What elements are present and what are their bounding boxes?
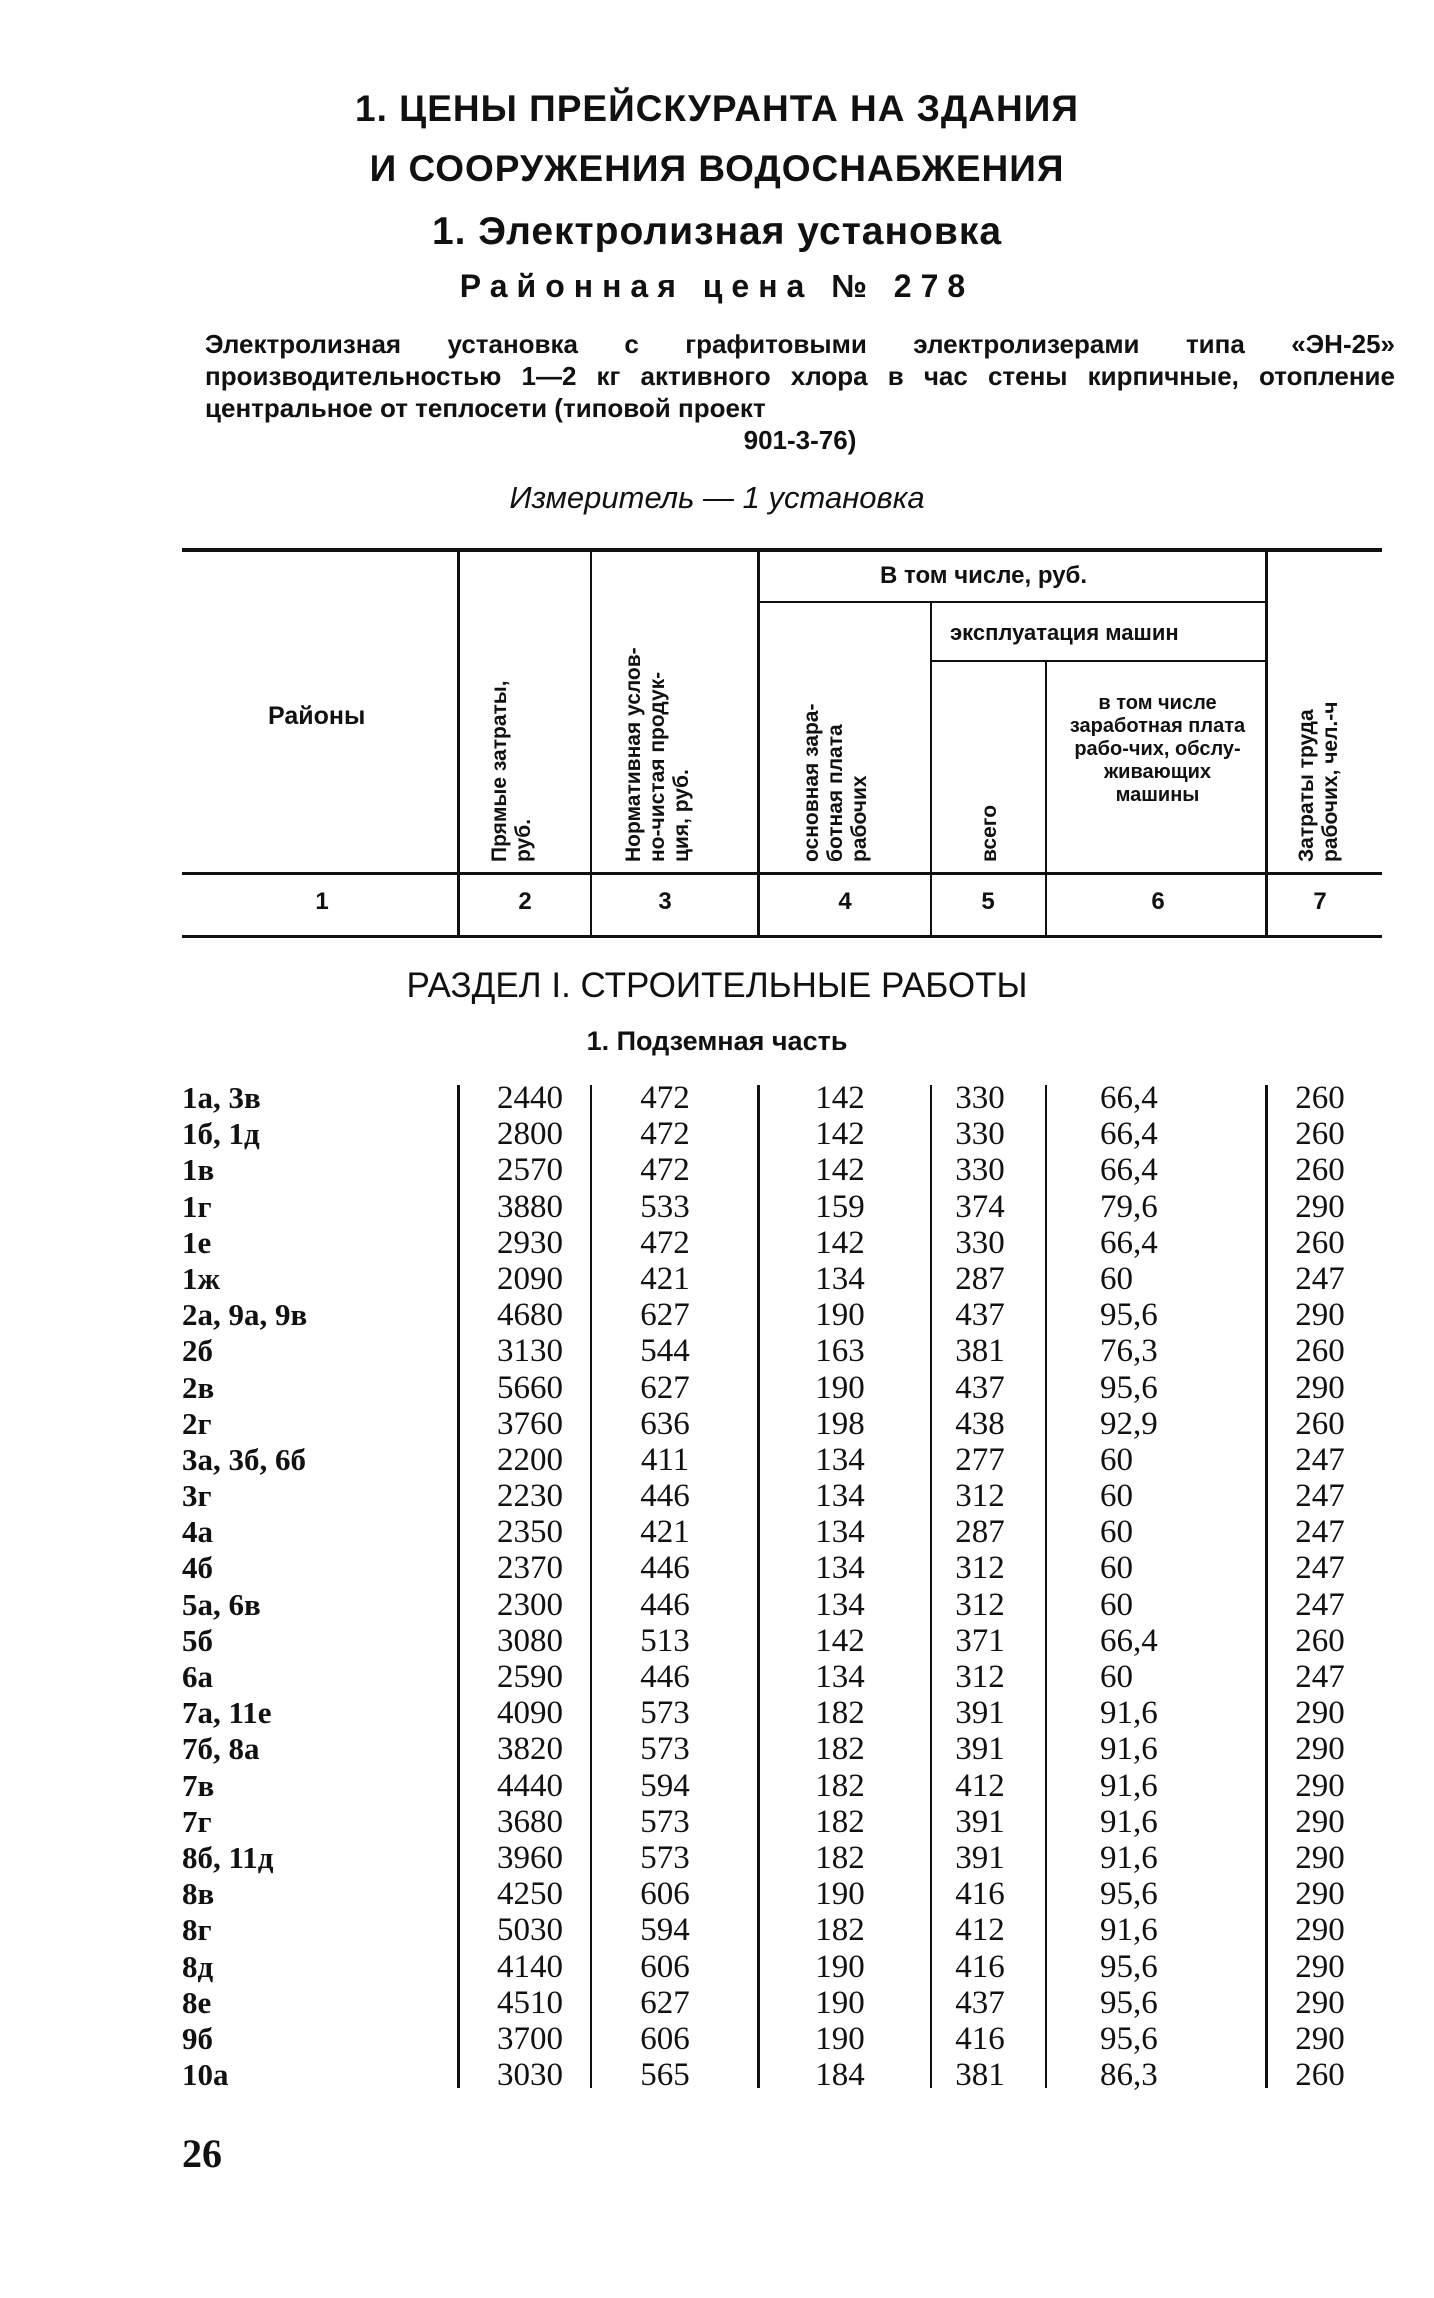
region-cell: 1б, 1д — [182, 1116, 260, 1152]
header-machine-wages: в том числе заработная плата рабо-чих, обслу-живающих машины — [1069, 692, 1246, 806]
base-wages-cell: 142 — [815, 1622, 865, 1659]
region-cell: 9б — [182, 2020, 213, 2056]
net-product-cell: 472 — [640, 1224, 690, 1261]
machine-wages-cell: 91,6 — [1100, 1767, 1158, 1804]
machine-total-cell: 381 — [955, 2057, 1005, 2094]
base-wages-cell: 134 — [815, 1586, 865, 1623]
direct-costs-cell: 2090 — [497, 1260, 563, 1297]
labor-costs-cell: 260 — [1295, 1622, 1345, 1659]
region-cell: 7в — [182, 1767, 215, 1803]
machine-wages-cell: 95,6 — [1100, 1948, 1158, 1985]
region-cell: 3а, 3б, 6б — [182, 1441, 306, 1477]
net-product-cell: 421 — [640, 1514, 690, 1551]
direct-costs-cell: 3130 — [497, 1333, 563, 1370]
colnum-1: 1 — [315, 888, 329, 915]
machine-wages-cell: 60 — [1100, 1550, 1133, 1587]
direct-costs-cell: 2200 — [497, 1441, 563, 1478]
labor-costs-cell: 247 — [1295, 1550, 1345, 1587]
colnum-7: 7 — [1313, 888, 1327, 915]
table-row — [0, 1225, 1434, 1261]
direct-costs-cell: 2370 — [497, 1550, 563, 1587]
page-number: 26 — [182, 2131, 222, 2176]
machine-wages-cell: 66,4 — [1100, 1116, 1158, 1153]
header-base-wages: основная зара- ботная плата рабочих — [800, 703, 871, 862]
direct-costs-cell: 2230 — [497, 1478, 563, 1515]
direct-costs-cell: 2930 — [497, 1224, 563, 1261]
col-divider-5 — [1045, 661, 1047, 935]
direct-costs-cell: 2440 — [497, 1080, 563, 1116]
item-description — [205, 328, 1395, 456]
net-product-cell: 627 — [640, 1984, 690, 2021]
net-product-cell: 411 — [640, 1441, 690, 1478]
description-text: Электролизная установка с графитовыми электролизерами типа «ЭН-25» производительностью 1—2 кг активного хлора в час стены кирпичные, отопление центральное от теплосети (типовой проект — [205, 329, 1395, 423]
net-product-cell: 606 — [640, 1948, 690, 1985]
labor-costs-cell: 247 — [1295, 1586, 1345, 1623]
base-wages-cell: 142 — [815, 1152, 865, 1189]
direct-costs-cell: 3960 — [497, 1839, 563, 1876]
base-wages-cell: 190 — [815, 1948, 865, 1985]
net-product-cell: 594 — [640, 1767, 690, 1804]
net-product-cell: 573 — [640, 1731, 690, 1768]
machine-wages-cell: 95,6 — [1100, 2020, 1158, 2057]
region-cell: 8б, 11д — [182, 1839, 274, 1875]
machine-wages-cell: 95,6 — [1100, 1984, 1158, 2021]
table-row — [0, 1731, 1434, 1767]
machine-total-cell: 371 — [955, 1622, 1005, 1659]
region-cell: 1в — [182, 1152, 215, 1188]
header-regions: Районы — [268, 702, 366, 730]
base-wages-cell: 134 — [815, 1659, 865, 1695]
table-row — [0, 1912, 1434, 1948]
base-wages-cell: 198 — [815, 1405, 865, 1442]
section-title: РАЗДЕЛ I. СТРОИТЕЛЬНЫЕ РАБОТЫ — [406, 966, 1028, 1005]
net-product-cell: 606 — [640, 2020, 690, 2057]
net-product-cell: 513 — [640, 1622, 690, 1659]
region-cell: 5а, 6в — [182, 1586, 261, 1622]
colnum-4: 4 — [838, 888, 852, 915]
header-net-product: Нормативная услов- но-чистая продук- ция, руб. — [622, 647, 693, 862]
region-cell: 5б — [182, 1622, 213, 1658]
base-wages-cell: 142 — [815, 1224, 865, 1261]
col-divider-4 — [930, 602, 932, 935]
base-wages-cell: 163 — [815, 1333, 865, 1370]
labor-costs-cell: 290 — [1295, 1767, 1345, 1804]
labor-costs-cell: 290 — [1295, 1369, 1345, 1406]
machine-wages-cell: 91,6 — [1100, 1912, 1158, 1949]
labor-costs-cell: 290 — [1295, 1839, 1345, 1876]
base-wages-cell: 134 — [815, 1550, 865, 1587]
direct-costs-cell: 4440 — [497, 1767, 563, 1804]
colnum-3: 3 — [658, 888, 672, 915]
labor-costs-cell: 247 — [1295, 1441, 1345, 1478]
machine-total-cell: 287 — [955, 1260, 1005, 1297]
machine-total-cell: 391 — [955, 1695, 1005, 1732]
table-row — [0, 1152, 1434, 1188]
colnum-bottom-rule — [182, 935, 1382, 938]
section-subtitle: 1. Подземная часть — [586, 1026, 848, 1056]
region-cell: 8е — [182, 1984, 212, 2020]
table-row — [0, 1550, 1434, 1586]
direct-costs-cell: 3820 — [497, 1731, 563, 1768]
machine-total-cell: 412 — [955, 1912, 1005, 1949]
header-bottom-rule — [182, 872, 1382, 875]
col-divider-2 — [590, 552, 592, 935]
labor-costs-cell: 290 — [1295, 1803, 1345, 1840]
chapter-title-line-2: И СООРУЖЕНИЯ ВОДОСНАБЖЕНИЯ — [369, 148, 1065, 189]
region-cell: 8г — [182, 1912, 212, 1948]
machine-total-cell: 437 — [955, 1369, 1005, 1406]
header-labor-costs: Затраты труда рабочих, чел.-ч — [1295, 701, 1342, 862]
direct-costs-cell: 4510 — [497, 1984, 563, 2021]
table-row — [0, 1587, 1434, 1623]
table-row — [0, 1840, 1434, 1876]
net-product-cell: 446 — [640, 1659, 690, 1695]
machine-wages-cell: 60 — [1100, 1441, 1133, 1478]
labor-costs-cell: 247 — [1295, 1514, 1345, 1551]
region-cell: 10а — [182, 2057, 229, 2093]
table-row — [0, 1695, 1434, 1731]
table-row — [0, 1876, 1434, 1912]
direct-costs-cell: 2800 — [497, 1116, 563, 1153]
machine-total-cell: 312 — [955, 1586, 1005, 1623]
machine-total-cell: 330 — [955, 1224, 1005, 1261]
subgroup-header-rule — [930, 660, 1265, 662]
machine-total-cell: 312 — [955, 1550, 1005, 1587]
region-cell: 1е — [182, 1224, 212, 1260]
table-top-rule — [182, 548, 1382, 552]
machine-wages-cell: 95,6 — [1100, 1876, 1158, 1913]
base-wages-cell: 182 — [815, 1695, 865, 1732]
labor-costs-cell: 290 — [1295, 1731, 1345, 1768]
col-divider-1 — [457, 552, 460, 935]
net-product-cell: 446 — [640, 1478, 690, 1515]
net-product-cell: 472 — [640, 1080, 690, 1116]
machine-total-cell: 416 — [955, 1876, 1005, 1913]
base-wages-cell: 182 — [815, 1803, 865, 1840]
table-row — [0, 1623, 1434, 1659]
machine-total-cell: 330 — [955, 1080, 1005, 1116]
labor-costs-cell: 260 — [1295, 2057, 1345, 2094]
region-cell: 8д — [182, 1948, 214, 1984]
labor-costs-cell: 247 — [1295, 1260, 1345, 1297]
table-row — [0, 1442, 1434, 1478]
machine-total-cell: 416 — [955, 1948, 1005, 1985]
machine-wages-cell: 66,4 — [1100, 1152, 1158, 1189]
region-cell: 2в — [182, 1369, 215, 1405]
machine-total-cell: 416 — [955, 2020, 1005, 2057]
net-product-cell: 533 — [640, 1188, 690, 1225]
region-cell: 4а — [182, 1514, 213, 1550]
base-wages-cell: 182 — [815, 1912, 865, 1949]
direct-costs-cell: 3760 — [497, 1405, 563, 1442]
machine-wages-cell: 95,6 — [1100, 1369, 1158, 1406]
machine-total-cell: 312 — [955, 1659, 1005, 1695]
machine-wages-cell: 60 — [1100, 1659, 1133, 1695]
labor-costs-cell: 260 — [1295, 1116, 1345, 1153]
machine-wages-cell: 60 — [1100, 1260, 1133, 1297]
base-wages-cell: 190 — [815, 1984, 865, 2021]
base-wages-cell: 142 — [815, 1116, 865, 1153]
labor-costs-cell: 290 — [1295, 1188, 1345, 1225]
price-table-body — [0, 1080, 1434, 2093]
base-wages-cell: 159 — [815, 1188, 865, 1225]
direct-costs-cell: 4090 — [497, 1695, 563, 1732]
header-machine-total: всего — [978, 804, 1001, 862]
table-row — [0, 1659, 1434, 1695]
machine-total-cell: 391 — [955, 1731, 1005, 1768]
machine-total-cell: 437 — [955, 1984, 1005, 2021]
region-cell: 1а, 3в — [182, 1080, 261, 1115]
labor-costs-cell: 260 — [1295, 1152, 1345, 1189]
direct-costs-cell: 3080 — [497, 1622, 563, 1659]
colnum-6: 6 — [1151, 888, 1165, 915]
col-divider-6 — [1265, 552, 1268, 935]
labor-costs-cell: 260 — [1295, 1224, 1345, 1261]
table-row — [0, 1080, 1434, 1116]
machine-wages-cell: 95,6 — [1100, 1297, 1158, 1334]
group-header-rule — [757, 601, 1265, 603]
table-row — [0, 1370, 1434, 1406]
unit-of-measure: Измеритель — 1 установка — [509, 480, 925, 515]
machine-wages-cell: 86,3 — [1100, 2057, 1158, 2094]
table-row — [0, 1985, 1434, 2021]
direct-costs-cell: 2300 — [497, 1586, 563, 1623]
labor-costs-cell: 290 — [1295, 1912, 1345, 1949]
base-wages-cell: 134 — [815, 1441, 865, 1478]
machine-total-cell: 330 — [955, 1152, 1005, 1189]
direct-costs-cell: 4680 — [497, 1297, 563, 1334]
base-wages-cell: 142 — [815, 1080, 865, 1116]
direct-costs-cell: 5660 — [497, 1369, 563, 1406]
machine-total-cell: 287 — [955, 1514, 1005, 1551]
net-product-cell: 544 — [640, 1333, 690, 1370]
machine-wages-cell: 66,4 — [1100, 1080, 1158, 1116]
labor-costs-cell: 260 — [1295, 1080, 1345, 1116]
item-subtitle: 1. Электролизная установка — [431, 210, 1003, 253]
machine-wages-cell: 60 — [1100, 1586, 1133, 1623]
machine-total-cell: 437 — [955, 1297, 1005, 1334]
labor-costs-cell: 290 — [1295, 1984, 1345, 2021]
table-row — [0, 1949, 1434, 1985]
machine-total-cell: 374 — [955, 1188, 1005, 1225]
table-row — [0, 1333, 1434, 1369]
region-cell: 2г — [182, 1405, 212, 1441]
direct-costs-cell: 3680 — [497, 1803, 563, 1840]
colnum-5: 5 — [981, 888, 995, 915]
base-wages-cell: 182 — [815, 1839, 865, 1876]
machine-total-cell: 277 — [955, 1441, 1005, 1478]
table-row — [0, 1116, 1434, 1152]
labor-costs-cell: 290 — [1295, 1948, 1345, 1985]
net-product-cell: 446 — [640, 1586, 690, 1623]
region-cell: 3г — [182, 1478, 212, 1514]
machine-wages-cell: 91,6 — [1100, 1839, 1158, 1876]
direct-costs-cell: 3700 — [497, 2020, 563, 2057]
machine-total-cell: 438 — [955, 1405, 1005, 1442]
net-product-cell: 472 — [640, 1152, 690, 1189]
machine-wages-cell: 60 — [1100, 1478, 1133, 1515]
direct-costs-cell: 3030 — [497, 2057, 563, 2094]
net-product-cell: 565 — [640, 2057, 690, 2094]
net-product-cell: 573 — [640, 1695, 690, 1732]
table-row — [0, 1768, 1434, 1804]
labor-costs-cell: 247 — [1295, 1478, 1345, 1515]
base-wages-cell: 134 — [815, 1514, 865, 1551]
labor-costs-cell: 247 — [1295, 1659, 1345, 1695]
region-cell: 1г — [182, 1188, 212, 1224]
direct-costs-cell: 2570 — [497, 1152, 563, 1189]
base-wages-cell: 134 — [815, 1478, 865, 1515]
header-group-including: В том числе, руб. — [880, 562, 1088, 589]
direct-costs-cell: 5030 — [497, 1912, 563, 1949]
base-wages-cell: 190 — [815, 1369, 865, 1406]
net-product-cell: 627 — [640, 1369, 690, 1406]
net-product-cell: 421 — [640, 1260, 690, 1297]
table-row — [0, 1478, 1434, 1514]
region-cell: 6а — [182, 1659, 213, 1694]
table-row — [0, 1189, 1434, 1225]
region-cell: 8в — [182, 1876, 215, 1912]
region-cell: 7б, 8а — [182, 1731, 260, 1767]
price-label: Районная цена № 278 — [459, 268, 975, 304]
machine-wages-cell: 76,3 — [1100, 1333, 1158, 1370]
net-product-cell: 446 — [640, 1550, 690, 1587]
machine-total-cell: 330 — [955, 1116, 1005, 1153]
table-row — [0, 1514, 1434, 1550]
machine-total-cell: 312 — [955, 1478, 1005, 1515]
table-row — [0, 1804, 1434, 1840]
net-product-cell: 472 — [640, 1116, 690, 1153]
net-product-cell: 573 — [640, 1803, 690, 1840]
base-wages-cell: 182 — [815, 1767, 865, 1804]
labor-costs-cell: 260 — [1295, 1333, 1345, 1370]
base-wages-cell: 190 — [815, 1297, 865, 1334]
machine-wages-cell: 91,6 — [1100, 1803, 1158, 1840]
machine-total-cell: 391 — [955, 1839, 1005, 1876]
header-machine-operation: эксплуатация машин — [950, 620, 1179, 645]
machine-wages-cell: 92,9 — [1100, 1405, 1158, 1442]
labor-costs-cell: 290 — [1295, 1695, 1345, 1732]
region-cell: 1ж — [182, 1260, 220, 1296]
region-cell: 4б — [182, 1550, 213, 1586]
table-row — [0, 1297, 1434, 1333]
labor-costs-cell: 290 — [1295, 1297, 1345, 1334]
table-row — [0, 1261, 1434, 1297]
table-row — [0, 1406, 1434, 1442]
header-direct-costs: Прямые затраты, руб. — [488, 680, 535, 862]
chapter-title-line-1: 1. ЦЕНЫ ПРЕЙСКУРАНТА НА ЗДАНИЯ — [355, 88, 1079, 129]
machine-wages-cell: 66,4 — [1100, 1622, 1158, 1659]
base-wages-cell: 190 — [815, 1876, 865, 1913]
col-divider-3 — [757, 552, 760, 935]
machine-total-cell: 391 — [955, 1803, 1005, 1840]
machine-wages-cell: 79,6 — [1100, 1188, 1158, 1225]
base-wages-cell: 182 — [815, 1731, 865, 1768]
net-product-cell: 573 — [640, 1839, 690, 1876]
direct-costs-cell: 2350 — [497, 1514, 563, 1551]
machine-wages-cell: 66,4 — [1100, 1224, 1158, 1261]
base-wages-cell: 134 — [815, 1260, 865, 1297]
direct-costs-cell: 3880 — [497, 1188, 563, 1225]
direct-costs-cell: 2590 — [497, 1659, 563, 1695]
table-row — [0, 2057, 1434, 2093]
region-cell: 7г — [182, 1803, 212, 1839]
net-product-cell: 627 — [640, 1297, 690, 1334]
colnum-2: 2 — [518, 888, 532, 915]
base-wages-cell: 184 — [815, 2057, 865, 2094]
labor-costs-cell: 290 — [1295, 1876, 1345, 1913]
net-product-cell: 606 — [640, 1876, 690, 1913]
net-product-cell: 594 — [640, 1912, 690, 1949]
machine-wages-cell: 60 — [1100, 1514, 1133, 1551]
net-product-cell: 636 — [640, 1405, 690, 1442]
machine-total-cell: 412 — [955, 1767, 1005, 1804]
direct-costs-cell: 4140 — [497, 1948, 563, 1985]
region-cell: 2а, 9а, 9в — [182, 1297, 308, 1333]
region-cell: 7а, 11е — [182, 1695, 272, 1731]
labor-costs-cell: 260 — [1295, 1405, 1345, 1442]
machine-wages-cell: 91,6 — [1100, 1731, 1158, 1768]
labor-costs-cell: 290 — [1295, 2020, 1345, 2057]
direct-costs-cell: 4250 — [497, 1876, 563, 1913]
region-cell: 2б — [182, 1333, 213, 1369]
machine-total-cell: 381 — [955, 1333, 1005, 1370]
machine-wages-cell: 91,6 — [1100, 1695, 1158, 1732]
base-wages-cell: 190 — [815, 2020, 865, 2057]
description-last-line: 901-3-76) — [743, 425, 857, 455]
table-row — [0, 2021, 1434, 2057]
